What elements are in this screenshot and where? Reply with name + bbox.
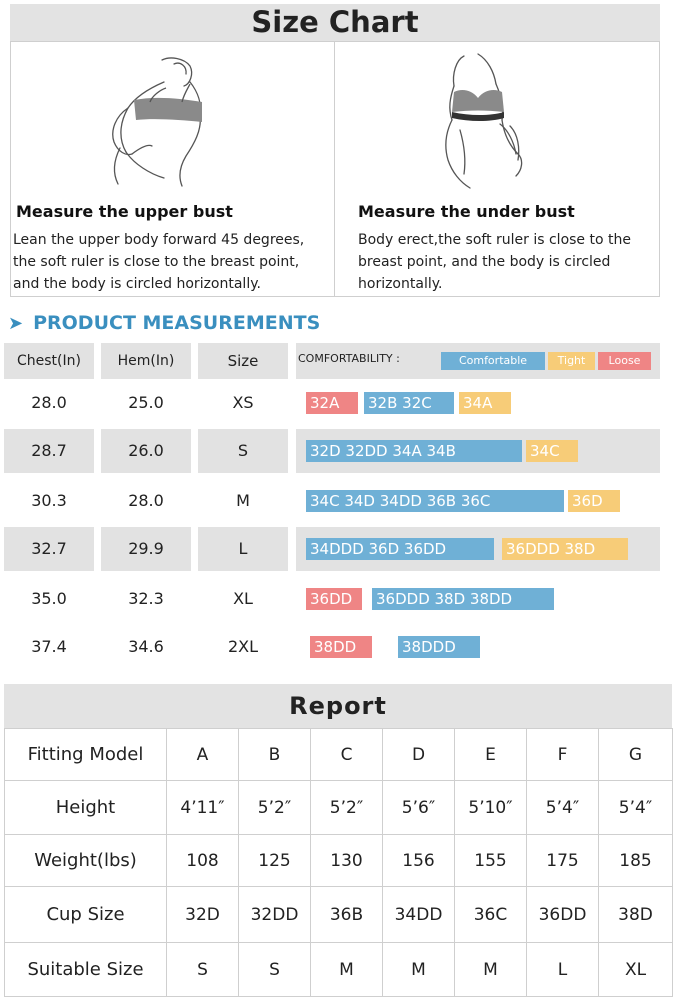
row-header: Weight(lbs) (5, 835, 167, 887)
size-cell: M (236, 491, 250, 510)
row-header: Fitting Model (5, 729, 167, 781)
chest-cell: 32.7 (4, 527, 94, 571)
tight-sizes-chip: 36D (568, 490, 620, 512)
hem-cell: 26.0 (101, 429, 191, 473)
legend-comfortable: Comfortable (441, 352, 545, 370)
table-cell: M (455, 943, 527, 997)
under-bust-figure (420, 50, 560, 192)
upper-bust-title: Measure the upper bust (16, 202, 233, 221)
tight-sizes-chip: 36DDD 38D (502, 538, 628, 560)
table-cell: F (527, 729, 599, 781)
hem-cell: 34.6 (128, 637, 164, 656)
table-cell: G (599, 729, 673, 781)
table-cell: 36B (311, 887, 383, 943)
table-cell: 155 (455, 835, 527, 887)
table-cell: 5’2″ (239, 781, 311, 835)
table-cell: A (167, 729, 239, 781)
chest-cell: 30.3 (31, 491, 67, 510)
table-cell: 5’4″ (599, 781, 673, 835)
table-row (5, 781, 673, 835)
product-measurements-heading (8, 311, 320, 335)
table-row (5, 943, 673, 997)
comfortable-sizes-chip: 32B 32C (364, 392, 454, 414)
table-cell: 185 (599, 835, 673, 887)
upper-bust-line: and the body is circled horizontally. (13, 276, 261, 292)
table-row (5, 835, 673, 887)
table-cell: 4’11″ (167, 781, 239, 835)
table-cell: 125 (239, 835, 311, 887)
table-cell: 175 (527, 835, 599, 887)
table-cell: 5’4″ (527, 781, 599, 835)
table-cell: 130 (311, 835, 383, 887)
table-cell: B (239, 729, 311, 781)
chevron-right-icon: ➤ (8, 313, 24, 334)
chest-cell: 35.0 (31, 589, 67, 608)
table-cell: L (527, 943, 599, 997)
size-cell: XL (233, 589, 253, 608)
measure-divider (334, 41, 335, 297)
table-cell: 38D (599, 887, 673, 943)
hem-cell: 29.9 (101, 527, 191, 571)
size-cell: S (198, 429, 288, 473)
under-bust-line: horizontally. (358, 276, 443, 292)
comfortability-label: COMFORTABILITY : (298, 352, 400, 365)
table-cell: 36C (455, 887, 527, 943)
table-cell: E (455, 729, 527, 781)
size-chart-title: Size Chart (10, 4, 660, 41)
chest-header: Chest(In) (4, 343, 94, 379)
table-cell: M (311, 943, 383, 997)
under-bust-description (358, 229, 658, 295)
table-cell: S (167, 943, 239, 997)
comfortable-sizes-chip: 34DDD 36D 36DD (306, 538, 494, 560)
under-bust-title: Measure the under bust (358, 202, 575, 221)
upper-bust-description (13, 229, 333, 295)
upper-bust-line: Lean the upper body forward 45 degrees, (13, 232, 305, 248)
table-cell: 5’10″ (455, 781, 527, 835)
comfortable-sizes-chip: 32D 32DD 34A 34B (306, 440, 522, 462)
hem-cell: 32.3 (128, 589, 164, 608)
table-cell: 156 (383, 835, 455, 887)
hem-cell: 25.0 (128, 393, 164, 412)
table-cell: D (383, 729, 455, 781)
under-bust-line: breast point, and the body is circled (358, 254, 611, 270)
table-row (5, 887, 673, 943)
comfortable-sizes-chip: 34C 34D 34DD 36B 36C (306, 490, 564, 512)
report-table (4, 728, 673, 997)
comfortable-sizes-chip: 36DDD 38D 38DD (372, 588, 554, 610)
table-cell: M (383, 943, 455, 997)
size-header: Size (198, 343, 288, 379)
size-cell: L (198, 527, 288, 571)
table-cell: 5’6″ (383, 781, 455, 835)
row-header: Cup Size (5, 887, 167, 943)
table-cell: S (239, 943, 311, 997)
loose-sizes-chip: 36DD (306, 588, 362, 610)
upper-bust-figure (90, 52, 240, 192)
size-cell: 2XL (227, 637, 259, 656)
table-cell: 34DD (383, 887, 455, 943)
table-cell: 32D (167, 887, 239, 943)
row-header: Suitable Size (5, 943, 167, 997)
report-title: Report (4, 684, 672, 728)
table-cell: 108 (167, 835, 239, 887)
table-cell: 32DD (239, 887, 311, 943)
tight-sizes-chip: 34A (459, 392, 511, 414)
table-row (5, 729, 673, 781)
hem-header: Hem(In) (101, 343, 191, 379)
table-cell: 5’2″ (311, 781, 383, 835)
table-cell: C (311, 729, 383, 781)
hem-cell: 28.0 (128, 491, 164, 510)
product-measurements-label: PRODUCT MEASUREMENTS (33, 312, 321, 334)
chest-cell: 37.4 (31, 637, 67, 656)
under-bust-line: Body erect,the soft ruler is close to the (358, 232, 631, 248)
row-header: Height (5, 781, 167, 835)
comfortable-sizes-chip: 38DDD (398, 636, 480, 658)
chest-cell: 28.7 (4, 429, 94, 473)
legend-loose: Loose (598, 352, 651, 370)
size-cell: XS (232, 393, 254, 412)
loose-sizes-chip: 38DD (310, 636, 372, 658)
loose-sizes-chip: 32A (306, 392, 358, 414)
chest-cell: 28.0 (31, 393, 67, 412)
legend-tight: Tight (548, 352, 595, 370)
tight-sizes-chip: 34C (526, 440, 578, 462)
table-cell: 36DD (527, 887, 599, 943)
table-cell: XL (599, 943, 673, 997)
upper-bust-line: the soft ruler is close to the breast point, (13, 254, 300, 270)
